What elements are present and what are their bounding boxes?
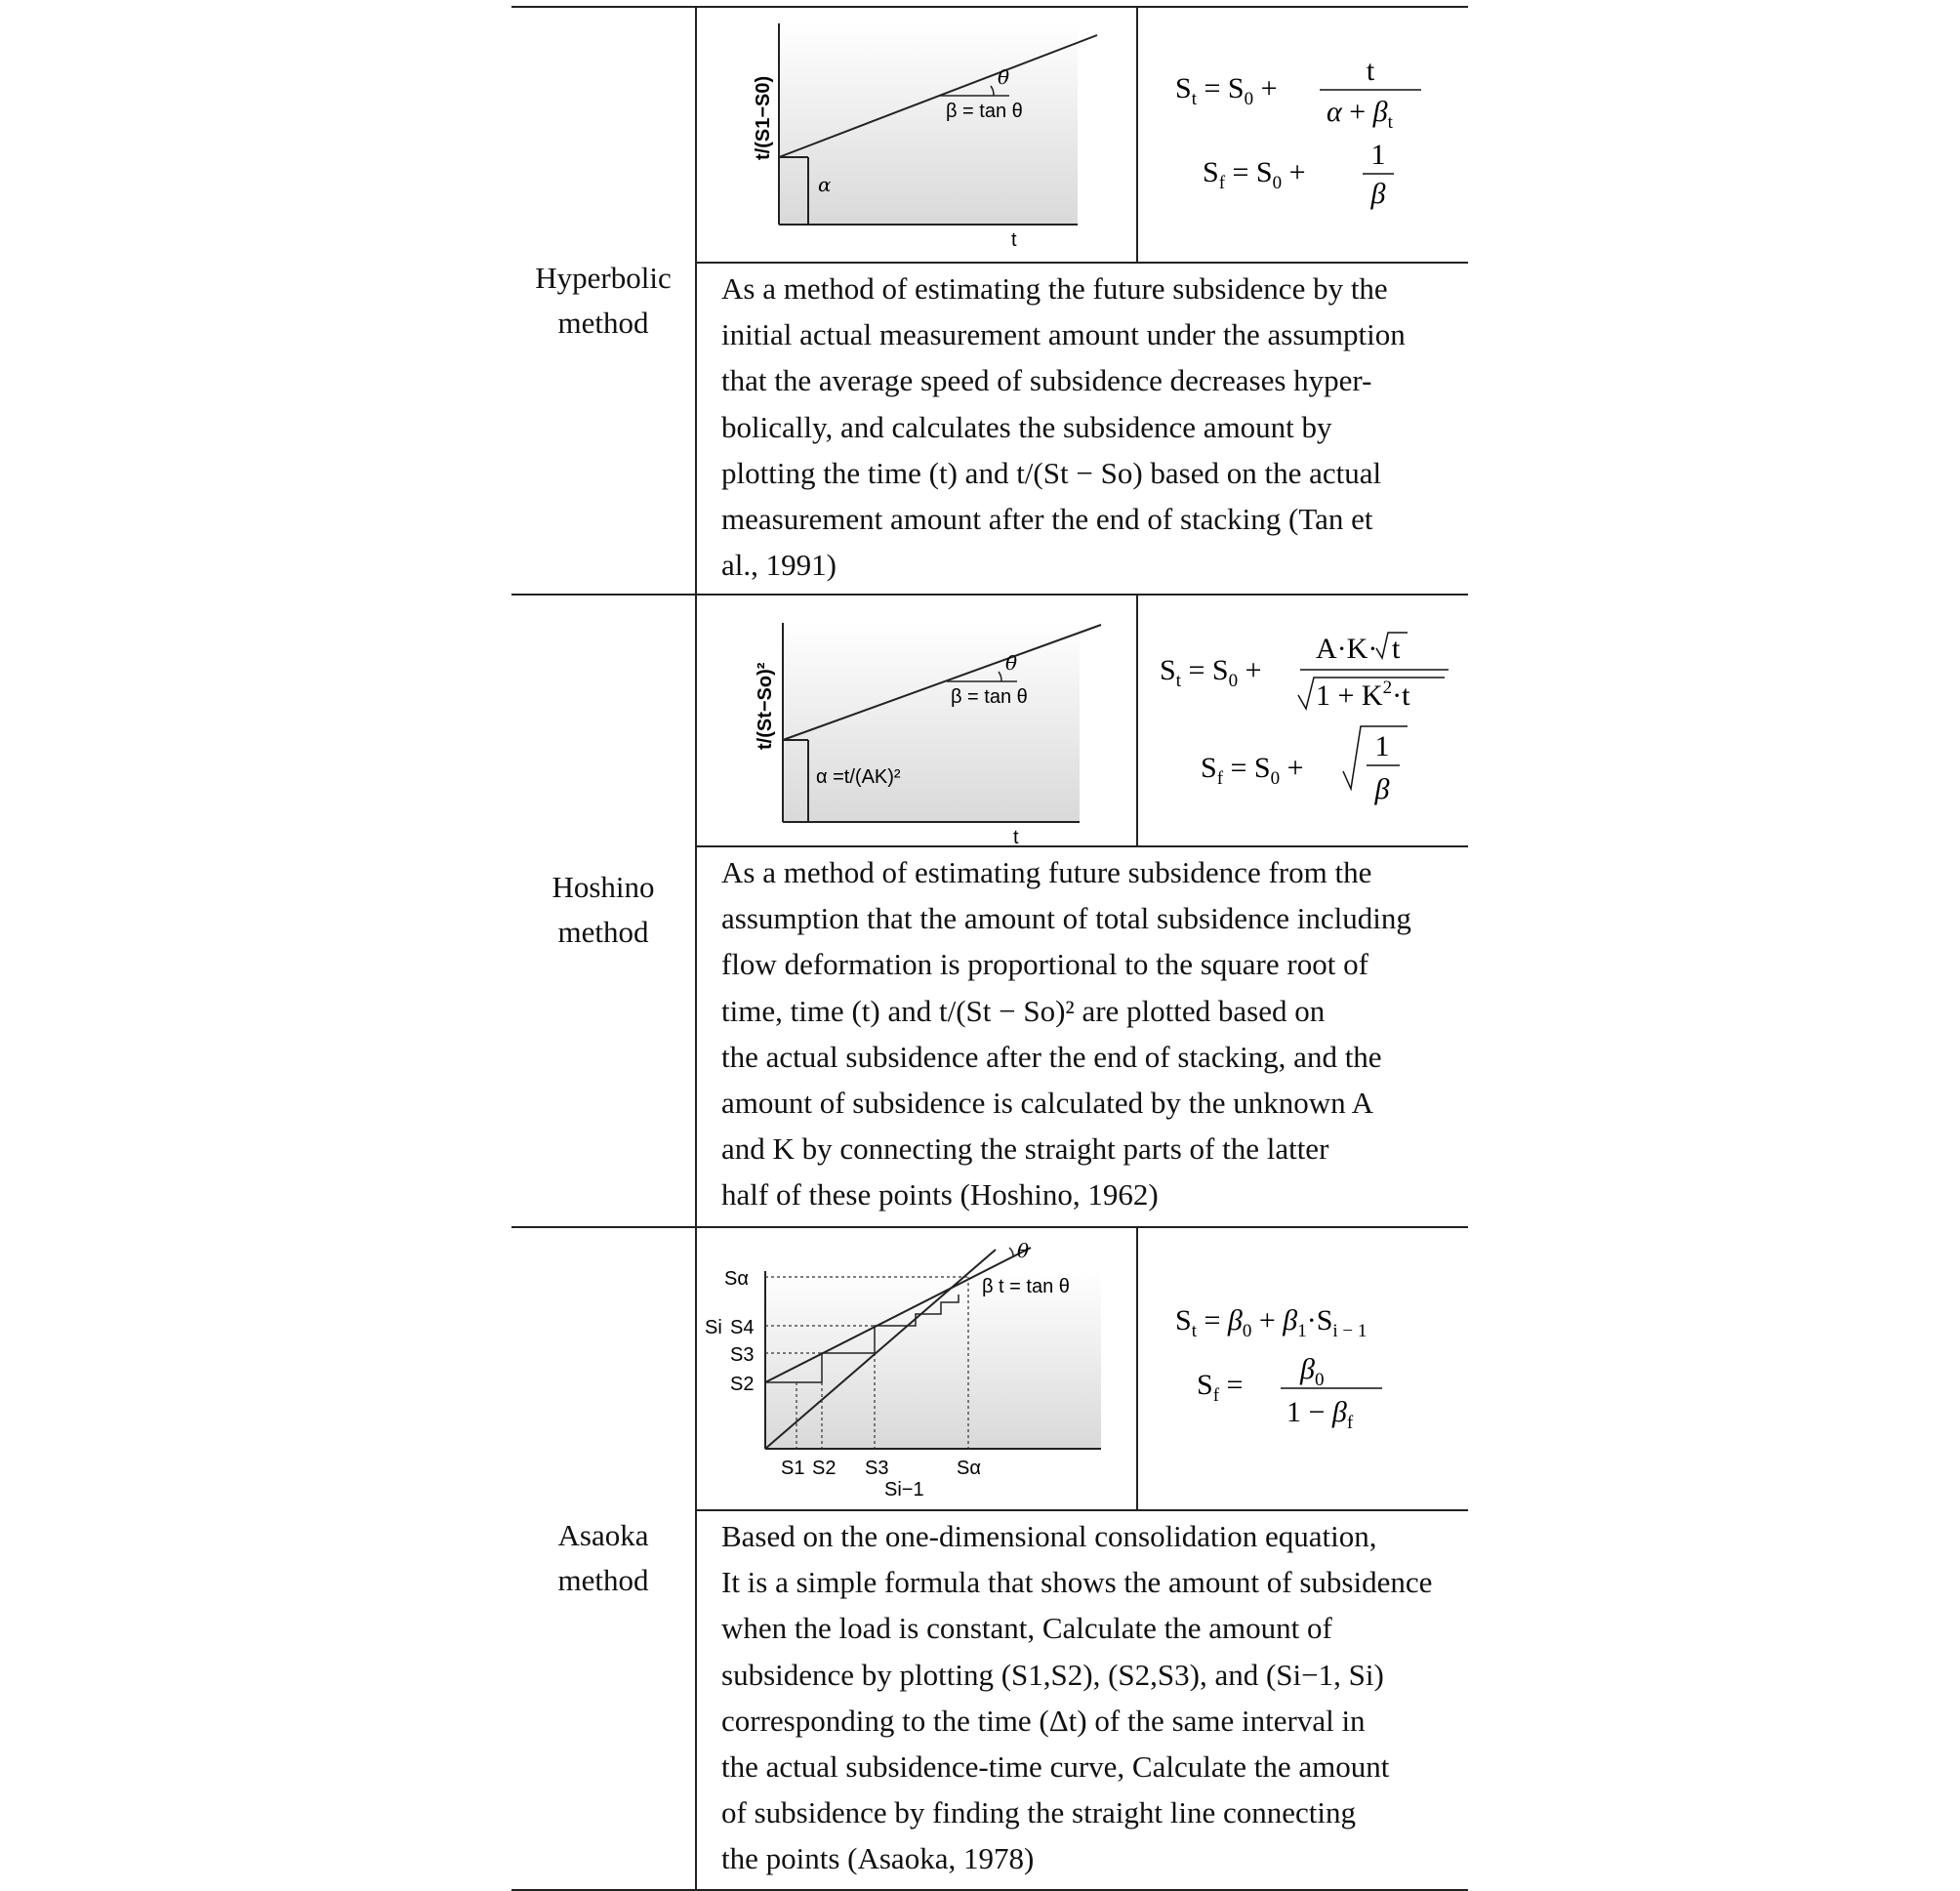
desc-line: when the load is constant, Calculate the amount of xyxy=(721,1611,1332,1646)
svg-text:Sf =: $S_f$ = xyxy=(1197,1369,1244,1406)
label-line: Hoshino xyxy=(551,870,655,904)
alpha-label: α xyxy=(818,173,832,196)
formula-st xyxy=(1160,633,1449,712)
svg-text:1 + K2·t: $1 + K^2\cdot t$ xyxy=(1316,678,1410,712)
hyperbolic-diagram xyxy=(707,14,1126,258)
desc-line: the actual subsidence after the end of stacking, and the xyxy=(721,1039,1382,1074)
row1-inner-rule xyxy=(695,262,1468,264)
hoshino-diagram xyxy=(707,603,1126,843)
desc-line: bolically, and calculates the subsidence amount by xyxy=(721,409,1332,444)
theta-label: θ xyxy=(1005,651,1018,675)
figure-formula-divider xyxy=(1136,6,1138,262)
label-line: Asaoka xyxy=(557,1518,649,1552)
svg-text:Sf = S0 +: $S_f = S_0$ + xyxy=(1203,156,1306,193)
row-label-asaoka xyxy=(511,1513,695,1603)
svg-text:1 − βf: $1 - \beta_f$ xyxy=(1286,1396,1354,1433)
desc-line: As a method of estimating future subsidence from the xyxy=(721,855,1372,889)
desc-line: initial actual measurement amount under the assumption xyxy=(721,317,1406,352)
svg-text:t: t xyxy=(1366,55,1375,87)
svg-text:t: t xyxy=(1392,633,1401,665)
theta-arc xyxy=(1009,1248,1013,1257)
desc-line: al., 1991) xyxy=(721,548,837,583)
hyperbolic-description xyxy=(721,266,1439,588)
formula-sf xyxy=(1203,139,1394,210)
desc-line: half of these points (Hoshino, 1962) xyxy=(721,1177,1159,1213)
y-tick-label: S2 xyxy=(730,1374,755,1395)
label-line: method xyxy=(557,1563,649,1597)
desc-line: of subsidence by finding the straight line connecting xyxy=(721,1795,1356,1830)
svg-text:A·K·: A·K· xyxy=(1316,633,1378,665)
desc-line: amount of subsidence is calculated by the unknown A xyxy=(721,1086,1374,1121)
svg-text:β: β xyxy=(1370,178,1386,210)
svg-text:β0: $\beta_0$ xyxy=(1300,1353,1325,1390)
row-divider xyxy=(511,594,1468,596)
desc-line: the points (Asaoka, 1978) xyxy=(721,1841,1035,1876)
formula-sf xyxy=(1201,726,1408,805)
asaoka-formulas xyxy=(1156,1279,1458,1474)
table-top-rule xyxy=(511,6,1468,8)
desc-line: As a method of estimating the future subsidence by the xyxy=(721,271,1388,306)
x-tick-label: S2 xyxy=(812,1458,837,1479)
methods-table xyxy=(511,0,1468,1874)
desc-line: It is a simple formula that shows the amount of subsidence xyxy=(721,1565,1433,1600)
x-axis-label: Si−1 xyxy=(884,1479,924,1500)
desc-line: that the average speed of subsidence decreases hyper- xyxy=(721,363,1372,398)
hyperbolic-formulas xyxy=(1156,39,1458,234)
svg-text:β: β xyxy=(1374,773,1390,805)
beta-label: β = tan θ xyxy=(946,101,1023,122)
formula-st xyxy=(1175,1304,1367,1341)
row2-inner-rule xyxy=(695,845,1468,847)
desc-line: flow deformation is proportional to the square root of xyxy=(721,947,1368,982)
desc-line: assumption that the amount of total subsidence including xyxy=(721,901,1411,936)
y-tick-label: Sα xyxy=(724,1268,749,1290)
alpha-label: α =t/(AK)² xyxy=(816,766,901,788)
theta-label: θ xyxy=(1017,1239,1030,1262)
beta-label: β t = tan θ xyxy=(982,1276,1070,1297)
y-tick-label: S4 xyxy=(730,1317,755,1338)
y-axis-label: Si xyxy=(705,1317,722,1338)
hoshino-description xyxy=(721,849,1439,1218)
x-axis-label: t xyxy=(1013,827,1019,843)
figure-formula-divider xyxy=(1136,594,1138,845)
svg-text:Sf = S0 +: $S_f = S_0$ + xyxy=(1201,752,1304,789)
row-label-hoshino xyxy=(511,865,695,955)
plot-area xyxy=(783,623,1080,822)
y-axis-label: t/(S1−S0) xyxy=(753,75,774,160)
hoshino-formulas xyxy=(1152,625,1462,830)
svg-text:St = S0 +: $S_t = S_0$ + xyxy=(1175,72,1278,109)
desc-line: plotting the time (t) and t/(St − So) based on the actual xyxy=(721,455,1382,490)
x-tick-label: S1 xyxy=(781,1458,805,1479)
formula-sf xyxy=(1197,1353,1382,1433)
column-divider xyxy=(695,6,697,1889)
y-axis-label: t/(St−So)² xyxy=(755,662,776,750)
desc-line: measurement amount after the end of stacking (Tan et xyxy=(721,502,1373,537)
y-tick-label: S3 xyxy=(730,1344,755,1366)
row-label-hyperbolic xyxy=(511,256,695,346)
row-divider xyxy=(511,1226,1468,1228)
asaoka-diagram xyxy=(703,1232,1132,1505)
desc-line: time, time (t) and t/(St − So)² are plotted based on xyxy=(721,993,1326,1028)
label-line: method xyxy=(557,306,649,340)
label-line: method xyxy=(557,915,649,949)
label-line: Hyperbolic xyxy=(535,261,672,295)
desc-line: and K by connecting the straight parts of the latter xyxy=(721,1131,1329,1167)
svg-text:α + βt: $\alpha + \beta_t$ xyxy=(1327,96,1393,133)
svg-text:St = S0 +: $S_t = S_0$ + xyxy=(1160,654,1262,691)
svg-text:St = β0 + β1·Si − 1: $S_t = \beta_0 + \beta_1\cdot S_{i - 1}$ xyxy=(1175,1304,1368,1341)
x-tick-label: Sα xyxy=(957,1458,981,1479)
x-tick-label: S3 xyxy=(865,1458,889,1479)
formula-st xyxy=(1175,55,1421,133)
svg-text:1: 1 xyxy=(1374,730,1390,762)
svg-text:1: 1 xyxy=(1370,139,1386,171)
desc-line: the actual subsidence-time curve, Calculate the amount xyxy=(721,1749,1390,1785)
figure-formula-divider xyxy=(1136,1226,1138,1509)
beta-label: β = tan θ xyxy=(951,686,1028,708)
row3-inner-rule xyxy=(695,1509,1468,1511)
asaoka-description xyxy=(721,1513,1439,1882)
desc-line: Based on the one-dimensional consolidation equation, xyxy=(721,1519,1377,1553)
desc-line: subsidence by plotting (S1,S2), (S2,S3), and (Si−1, Si) xyxy=(721,1657,1384,1692)
desc-line: corresponding to the time (Δt) of the same interval in xyxy=(721,1703,1366,1738)
theta-label: θ xyxy=(998,65,1010,89)
x-axis-label: t xyxy=(1011,229,1017,251)
